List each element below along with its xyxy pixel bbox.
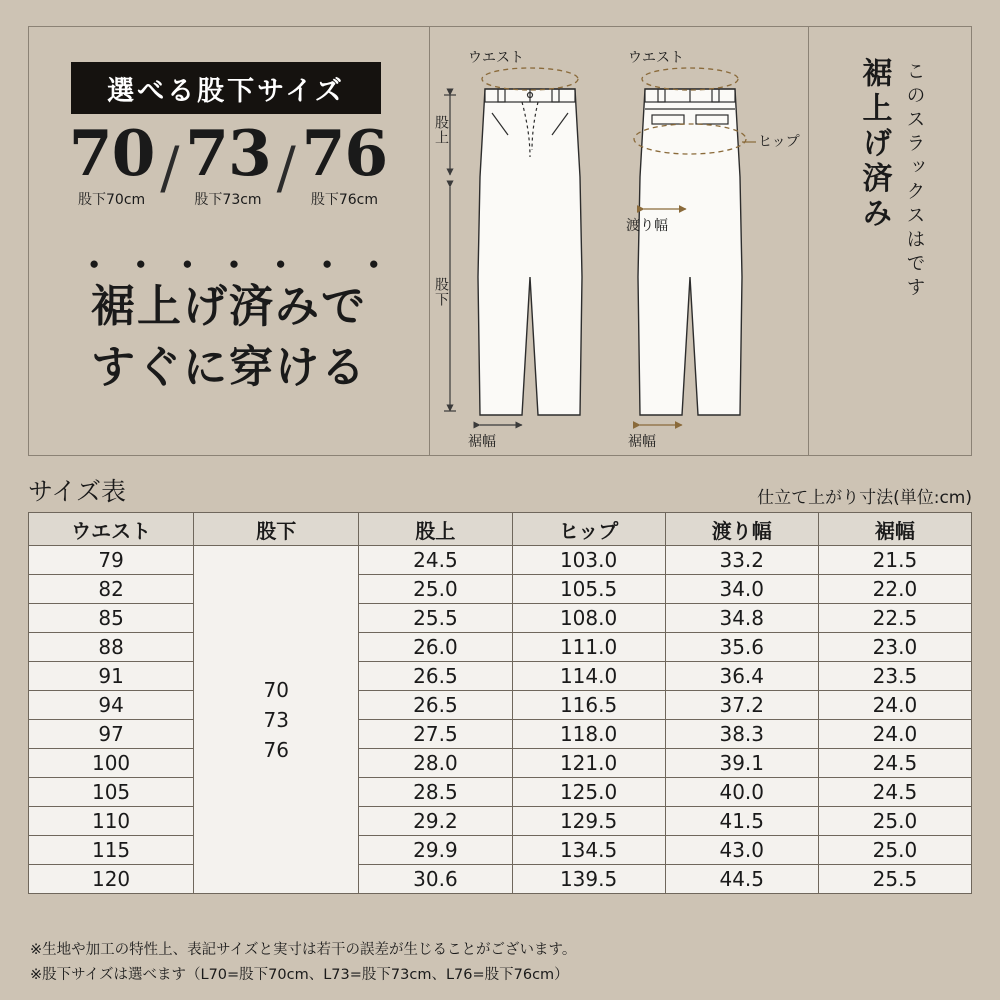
cell-thigh: 40.0	[665, 778, 818, 807]
inseam-option-70	[63, 116, 160, 209]
cell-hem: 22.0	[818, 575, 971, 604]
label-rise: 股上	[434, 115, 450, 145]
cell-thigh: 37.2	[665, 691, 818, 720]
table-row	[29, 865, 972, 894]
promo-right-column	[809, 27, 971, 455]
table-row	[29, 691, 972, 720]
cell-hip: 125.0	[512, 778, 665, 807]
dot: ●	[368, 254, 379, 273]
cell-thigh: 34.0	[665, 575, 818, 604]
vertical-copy-small: このスラックスはです	[903, 61, 926, 301]
cell-inseam-options	[194, 546, 359, 894]
cell-hem: 24.0	[818, 691, 971, 720]
cell-waist: 100	[29, 749, 194, 778]
inseam-value-76: 76	[263, 737, 289, 762]
cell-waist: 85	[29, 604, 194, 633]
cell-thigh: 33.2	[665, 546, 818, 575]
cell-thigh: 41.5	[665, 807, 818, 836]
cell-hip: 139.5	[512, 865, 665, 894]
promo-left-column	[29, 27, 429, 455]
cell-waist: 82	[29, 575, 194, 604]
col-header-thigh: 渡り幅	[665, 513, 818, 546]
cell-hip: 103.0	[512, 546, 665, 575]
promo-banner: 選べる股下サイズ	[71, 62, 381, 114]
table-header-row	[28, 472, 972, 508]
size-separator-2: /	[276, 135, 296, 201]
size-separator-1: /	[160, 135, 180, 201]
cell-thigh: 44.5	[665, 865, 818, 894]
cell-hem: 24.0	[818, 720, 971, 749]
cell-rise: 28.5	[359, 778, 512, 807]
cell-thigh: 34.8	[665, 604, 818, 633]
vertical-copy	[809, 57, 971, 437]
cell-thigh: 38.3	[665, 720, 818, 749]
dot: ●	[135, 254, 146, 273]
promo-headline-line1: 裾上げ済みで	[91, 281, 367, 332]
promo-headline-line2: すぐに穿ける	[91, 341, 367, 393]
cell-thigh: 35.6	[665, 633, 818, 662]
inseam-option-76-caption: 股下76cm	[310, 192, 378, 208]
cell-waist: 105	[29, 778, 194, 807]
inseam-option-73-number: 73	[185, 116, 271, 190]
pants-diagram-svg	[430, 27, 810, 455]
cell-hip: 114.0	[512, 662, 665, 691]
cell-rise: 29.2	[359, 807, 512, 836]
label-thigh: 渡り幅	[626, 217, 668, 233]
table-row	[29, 720, 972, 749]
cell-hem: 22.5	[818, 604, 971, 633]
cell-rise: 26.0	[359, 633, 512, 662]
cell-rise: 26.5	[359, 662, 512, 691]
cell-waist: 88	[29, 633, 194, 662]
label-inseam: 股下	[434, 277, 450, 307]
size-table-head	[29, 513, 972, 546]
table-row	[29, 575, 972, 604]
cell-hip: 105.5	[512, 575, 665, 604]
pants-diagram-column	[429, 27, 809, 455]
dot: ●	[322, 254, 333, 273]
cell-hem: 24.5	[818, 749, 971, 778]
size-table-title: サイズ表	[28, 477, 127, 506]
size-table-body	[29, 546, 972, 894]
table-row	[29, 749, 972, 778]
dot: ●	[182, 254, 193, 273]
cell-hip: 108.0	[512, 604, 665, 633]
promo-panel	[28, 26, 972, 456]
cell-waist: 94	[29, 691, 194, 720]
cell-rise: 24.5	[359, 546, 512, 575]
cell-hem: 25.0	[818, 836, 971, 865]
cell-waist: 91	[29, 662, 194, 691]
cell-waist: 110	[29, 807, 194, 836]
cell-hip: 111.0	[512, 633, 665, 662]
promo-headline	[29, 277, 429, 398]
cell-hip: 121.0	[512, 749, 665, 778]
vertical-copy-big: 裾上げ済み	[856, 57, 892, 232]
table-row	[29, 836, 972, 865]
cell-waist: 115	[29, 836, 194, 865]
label-waist-front: ウエスト	[468, 49, 524, 65]
label-waist-back: ウエスト	[628, 49, 684, 65]
inseam-option-73	[179, 116, 276, 209]
table-row	[29, 662, 972, 691]
inseam-option-73-caption: 股下73cm	[194, 192, 262, 208]
footnote-line1: ※生地や加工の特性上、表記サイズと実寸は若干の誤差が生じることがございます。	[30, 942, 577, 958]
size-table-header-row	[29, 513, 972, 546]
cell-hip: 129.5	[512, 807, 665, 836]
size-table-unit-note: 仕立て上がり寸法(単位:cm)	[757, 488, 972, 508]
cell-hem: 24.5	[818, 778, 971, 807]
col-header-inseam: 股下	[194, 513, 359, 546]
inseam-option-70-number: 70	[68, 116, 155, 190]
cell-hem: 23.0	[818, 633, 971, 662]
inseam-option-76-number: 76	[301, 116, 388, 190]
footnotes	[30, 938, 970, 987]
dot: ●	[228, 254, 240, 273]
table-row	[29, 807, 972, 836]
inseam-value-70: 70	[263, 677, 289, 702]
cell-rise: 25.0	[359, 575, 512, 604]
label-hem-back: 裾幅	[628, 433, 656, 449]
size-table	[28, 512, 972, 894]
cell-thigh: 36.4	[665, 662, 818, 691]
pants-measurement-diagram	[430, 27, 808, 455]
inseam-option-76	[296, 116, 393, 209]
dot: ●	[275, 254, 286, 273]
inseam-value-73: 73	[263, 707, 289, 732]
cell-rise: 25.5	[359, 604, 512, 633]
emphasis-dots	[89, 255, 379, 272]
dot: ●	[89, 254, 100, 273]
table-row	[29, 778, 972, 807]
col-header-waist: ウエスト	[29, 513, 194, 546]
cell-thigh: 39.1	[665, 749, 818, 778]
cell-rise: 26.5	[359, 691, 512, 720]
cell-thigh: 43.0	[665, 836, 818, 865]
cell-hem: 21.5	[818, 546, 971, 575]
col-header-hem: 裾幅	[818, 513, 971, 546]
cell-hip: 118.0	[512, 720, 665, 749]
inseam-option-70-caption: 股下70cm	[78, 192, 146, 208]
table-row	[29, 633, 972, 662]
cell-hem: 25.5	[818, 865, 971, 894]
cell-hip: 116.5	[512, 691, 665, 720]
cell-rise: 28.0	[359, 749, 512, 778]
inseam-size-options	[63, 116, 393, 209]
cell-rise: 27.5	[359, 720, 512, 749]
table-row	[29, 546, 972, 575]
cell-waist: 120	[29, 865, 194, 894]
col-header-rise: 股上	[359, 513, 512, 546]
label-hip: ヒップ	[758, 133, 800, 149]
label-hem-front: 裾幅	[468, 433, 496, 449]
footnote-line2: ※股下サイズは選べます（L70=股下70cm、L73=股下73cm、L76=股下76cm）	[30, 966, 569, 983]
col-header-hip: ヒップ	[512, 513, 665, 546]
cell-hem: 25.0	[818, 807, 971, 836]
cell-hip: 134.5	[512, 836, 665, 865]
cell-waist: 79	[29, 546, 194, 575]
cell-rise: 30.6	[359, 865, 512, 894]
cell-rise: 29.9	[359, 836, 512, 865]
cell-waist: 97	[29, 720, 194, 749]
table-row	[29, 604, 972, 633]
cell-hem: 23.5	[818, 662, 971, 691]
